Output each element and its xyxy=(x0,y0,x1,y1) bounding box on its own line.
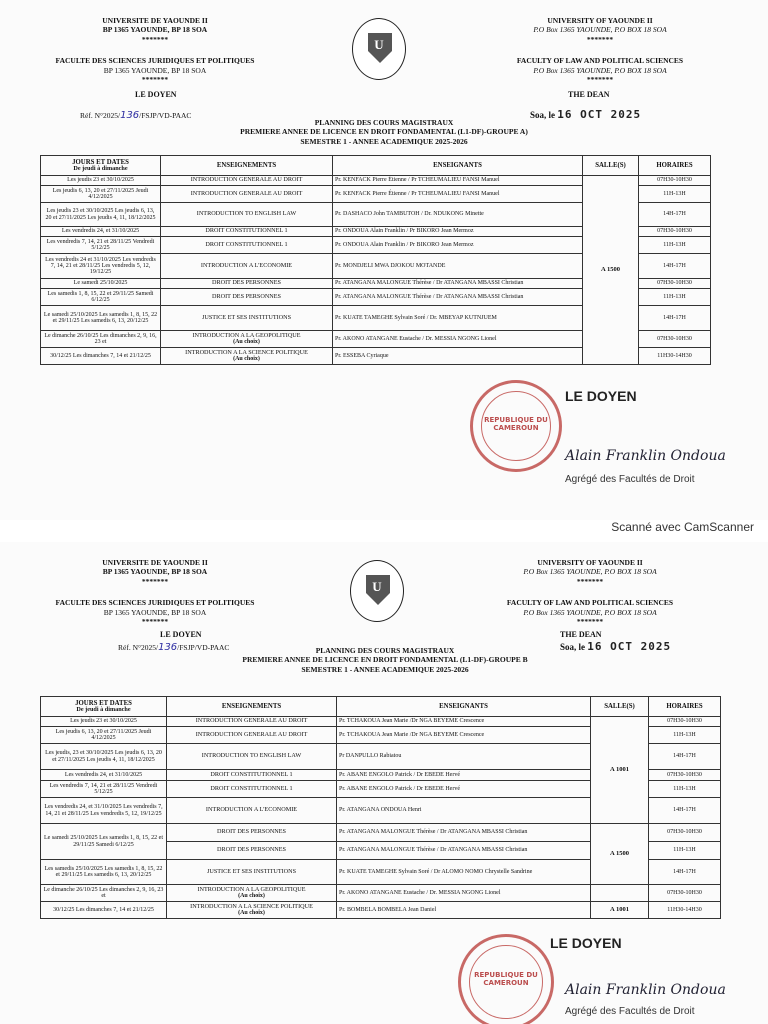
row-teacher: Pr. ESSEBA Cyriaque xyxy=(333,348,583,365)
signature-le-doyen: LE DOYEN xyxy=(565,388,637,404)
row-time: 11H-13H xyxy=(639,289,711,306)
schedule-page-group-b xyxy=(0,542,768,1024)
university-address: BP 1365 YAOUNDE, BP 18 SOA xyxy=(102,25,208,35)
row-teacher: Pr. KENFACK Pierre Étienne / Pr TCHEUMALIEU FANSI Manuel xyxy=(333,186,583,203)
row-date: Le samedi 25/10/2025 Les samedis 1, 8, 15, 22 et 29/11/25 Samedi 6/12/25 xyxy=(41,824,167,860)
official-seal-icon: REPUBLIQUE DU CAMEROUN xyxy=(470,380,562,472)
row-time: 07H30-10H30 xyxy=(649,885,721,902)
col-header-salles: SALLE(S) xyxy=(583,156,639,176)
table-header-row xyxy=(41,697,721,717)
title-line-1: PLANNING DES COURS MAGISTRAUX xyxy=(314,118,454,127)
row-date: Les jeudis 23 et 30/10/2025 xyxy=(41,176,161,186)
row-teacher: Pr. ATANGANA MALONGUE Thérèse / Dr ATANGANA MBASSI Christian xyxy=(337,824,591,842)
room-cell: A 1001 xyxy=(591,717,649,824)
row-teacher: Pr. AKONO ATANGANE Eustache / Dr. MESSIA NGONG Lionel xyxy=(337,885,591,902)
stars: ******* xyxy=(141,616,169,626)
row-date: Les vendredis 24, et 31/10/2025 Les vendredis 7, 14, 21 et 28/11/25 Les vendredis 5, 12, 19/12/25 xyxy=(41,798,167,824)
choice-note: (Au choix) xyxy=(238,893,265,900)
soa-label: Soa, le xyxy=(530,110,556,120)
the-dean-label: THE DEAN xyxy=(560,630,602,639)
date-stamp: 16 OCT 2025 xyxy=(587,640,672,653)
row-teacher: Pr. MONDJELI MWA DJOKOU MOTANDE xyxy=(333,254,583,279)
row-date: Les vendredis 7, 14, 21 et 28/11/25 Vendredi 5/12/25 xyxy=(41,237,161,254)
row-teacher: Pr. TCHAKOUA Jean Marie /Dr NGA BEYEME Crescence xyxy=(337,717,591,727)
stars: ******* xyxy=(576,576,604,586)
row-date: Les vendredis 24 et 31/10/2025 Les vendredis 7, 14, 21 et 28/11/25 Les vendredis 5, 12, 19/12/25 xyxy=(41,254,161,279)
row-teacher: Pr. TCHAKOUA Jean Marie /Dr NGA BEYEME Crescence xyxy=(337,727,591,744)
row-time: 11H30-14H30 xyxy=(649,902,721,919)
university-logo-icon: U xyxy=(350,560,404,622)
row-date: Les jeudis 23 et 30/10/2025 xyxy=(41,717,167,727)
row-date: Les jeudis 6, 13, 20 et 27/11/2025 Jeudi 4/12/2025 xyxy=(41,186,161,203)
faculty-name: FACULTE DES SCIENCES JURIDIQUES ET POLITIQUES xyxy=(55,56,255,66)
row-date: Les jeudis 6, 13, 20 et 27/11/2025 Jeudi 4/12/2025 xyxy=(41,727,167,744)
row-date: Les samedis 1, 8, 15, 22 et 29/11/25 Samedi 6/12/25 xyxy=(41,289,161,306)
stars: ******* xyxy=(141,576,169,586)
row-course: JUSTICE ET SES INSTITUTIONS xyxy=(161,306,333,331)
table-row xyxy=(41,824,721,842)
table-row xyxy=(41,902,721,919)
col-header-jours: JOURS ET DATES De jeudi à dimanche xyxy=(41,697,167,717)
ref-number: 136 xyxy=(158,642,178,653)
table-row xyxy=(41,885,721,902)
stars: ******* xyxy=(576,616,604,626)
row-teacher: Pr. ATANGANA MALONGUE Thérèse / Dr ATANGANA MBASSI Christian xyxy=(333,289,583,306)
ref-number: 136 xyxy=(120,110,140,121)
ref-suffix: /FSJP/VD-PAAC xyxy=(177,643,230,652)
agrege-title: Agrégé des Facultés de Droit xyxy=(565,1006,695,1017)
faculty-address-en: P.O Box 1365 YAOUNDE, P.O BOX 18 SOA xyxy=(533,65,667,75)
row-course: INTRODUCTION TO ENGLISH LAW xyxy=(161,203,333,227)
table-row xyxy=(41,717,721,727)
dean-signature: Alain Franklin Ondoua xyxy=(565,982,726,998)
col-header-horaires: HORAIRES xyxy=(649,697,721,717)
faculty-name-en: FACULTY OF LAW AND POLITICAL SCIENCES xyxy=(516,56,684,66)
university-address-en: P.O Box 1365 YAOUNDE, P.O BOX 18 SOA xyxy=(533,25,667,35)
the-dean-label: THE DEAN xyxy=(568,90,610,99)
col-header-jours-sub: De jeudi à dimanche xyxy=(73,164,128,172)
row-teacher: Pr DANPULLO Rabiatou xyxy=(337,744,591,770)
row-date: Le dimanche 26/10/25 Les dimanches 2, 9, 16, 23 et xyxy=(41,331,161,348)
title-line-2: PREMIERE ANNEE DE LICENCE EN DROIT FONDAMENTAL (L1-DF)-GROUPE B xyxy=(242,655,528,665)
schedule-table-b xyxy=(40,696,721,919)
soa-label: Soa, le xyxy=(560,642,586,652)
choice-note: (Au choix) xyxy=(233,339,260,346)
col-header-salles: SALLE(S) xyxy=(591,697,649,717)
le-doyen-label: LE DOYEN xyxy=(160,630,202,639)
row-time: 11H-13H xyxy=(649,842,721,860)
col-header-jours: JOURS ET DATES De jeudi à dimanche xyxy=(41,156,161,176)
row-time: 14H-17H xyxy=(649,798,721,824)
dean-signature: Alain Franklin Ondoua xyxy=(565,448,726,464)
col-header-enseignements: ENSEIGNEMENTS xyxy=(167,697,337,717)
row-teacher: Pr. KUATE TAMEGHE Sylvain Soré / Dr. MBEYAP KUTNJUEM xyxy=(333,306,583,331)
university-name: UNIVERSITE DE YAOUNDE II xyxy=(102,558,208,567)
row-course: INTRODUCTION A LA GEOPOLITIQUE (Au choix) xyxy=(167,885,337,902)
row-course: INTRODUCTION A L'ECONOMIE xyxy=(161,254,333,279)
faculty-name-en: FACULTY OF LAW AND POLITICAL SCIENCES xyxy=(506,598,674,608)
faculty-address-en: P.O Box 1365 YAOUNDE, P.O BOX 18 SOA xyxy=(523,607,657,617)
official-seal-icon: REPUBLIQUE DU CAMEROUN xyxy=(458,934,554,1024)
row-teacher: Pr. ABANE ENGOLO Patrick / Dr EBEDE Hervé xyxy=(337,770,591,781)
row-date: Le samedi 25/10/2025 Les samedis 1, 8, 15, 22 et 29/11/25 Les samedis 6, 13, 20/12/25 xyxy=(41,306,161,331)
row-course: INTRODUCTION TO ENGLISH LAW xyxy=(167,744,337,770)
row-teacher: Pr. KENFACK Pierre Étienne / Pr TCHEUMALIEU FANSI Manuel xyxy=(333,176,583,186)
reference-number xyxy=(80,110,191,121)
table-row xyxy=(41,176,711,186)
row-time: 11H30-14H30 xyxy=(639,348,711,365)
choice-note: (Au choix) xyxy=(238,910,265,917)
signature-le-doyen: LE DOYEN xyxy=(550,935,622,951)
left-header xyxy=(40,16,270,84)
row-teacher: Pr. KUATE TAMEGHE Sylvain Soré / Dr ALOMO NOMO Chrystelle Sandrine xyxy=(337,860,591,885)
faculty-address: BP 1365 YAOUNDE, BP 18 SOA xyxy=(103,607,207,617)
schedule-table-a xyxy=(40,155,711,365)
row-time: 14H-17H xyxy=(649,860,721,885)
choice-note: (Au choix) xyxy=(233,356,260,363)
row-time: 14H-17H xyxy=(639,203,711,227)
row-course: DROIT CONSTITUTIONNEL 1 xyxy=(167,770,337,781)
row-time: 11H-13H xyxy=(639,237,711,254)
title-line-1: PLANNING DES COURS MAGISTRAUX xyxy=(315,646,455,655)
row-time: 07H30-10H30 xyxy=(649,824,721,842)
row-time: 14H-17H xyxy=(639,254,711,279)
document-title xyxy=(200,646,570,674)
table-header-row xyxy=(41,156,711,176)
university-address-en: P.O Box 1365 YAOUNDE, P.O BOX 18 SOA xyxy=(523,567,657,577)
row-time: 14H-17H xyxy=(649,744,721,770)
row-time: 07H30-10H30 xyxy=(639,227,711,237)
row-time: 07H30-10H30 xyxy=(639,279,711,289)
stars: ******* xyxy=(586,74,614,84)
row-course: INTRODUCTION GENERALE AU DROIT xyxy=(161,186,333,203)
stars: ******* xyxy=(141,34,169,44)
row-time: 07H30-10H30 xyxy=(639,331,711,348)
ref-prefix: Réf. N°2025/ xyxy=(80,111,121,120)
col-header-horaires: HORAIRES xyxy=(639,156,711,176)
row-course: INTRODUCTION GENERALE AU DROIT xyxy=(167,717,337,727)
col-header-jours-sub: De jeudi à dimanche xyxy=(76,705,131,713)
row-teacher: Pr. AKONO ATANGANE Eustache / Dr. MESSIA NGONG Lionel xyxy=(333,331,583,348)
university-name-en: UNIVERSITY OF YAOUNDE II xyxy=(547,16,653,25)
title-line-2: PREMIERE ANNEE DE LICENCE EN DROIT FONDAMENTAL (L1-DF)-GROUPE A) xyxy=(240,127,528,137)
row-teacher: Pr. BOMBELA BOMBELA Jean Daniel xyxy=(337,902,591,919)
row-time: 07H30-10H30 xyxy=(649,717,721,727)
row-teacher: Pr. ONDOUA Alain Franklin / Pr BIKORO Jean Mermoz xyxy=(333,237,583,254)
row-time: 11H-13H xyxy=(649,727,721,744)
row-teacher: Pr. ABANE ENGOLO Patrick / Dr EBEDE Hervé xyxy=(337,781,591,798)
row-date: Le samedi 25/10/2025 xyxy=(41,279,161,289)
right-header xyxy=(460,558,720,626)
row-date: 30/12/25 Les dimanches 7, 14 et 21/12/25 xyxy=(41,902,167,919)
ref-prefix: Réf. N°2025/ xyxy=(118,643,159,652)
row-teacher: Pr. DASHACO John TAMBUTOH / Dr. NDUKONG Minette xyxy=(333,203,583,227)
row-time: 11H-13H xyxy=(639,186,711,203)
row-course: INTRODUCTION A LA SCIENCE POLITIQUE (Au choix) xyxy=(161,348,333,365)
row-date: 30/12/25 Les dimanches 7, 14 et 21/12/25 xyxy=(41,348,161,365)
row-date: Les jeudis, 23 et 30/10/2025 Les jeudis 6, 13, 20 et 27/11/2025 Les jeudis 4, 11, 18/12/2025 xyxy=(41,744,167,770)
left-header xyxy=(40,558,270,626)
university-logo-icon: U xyxy=(352,18,406,80)
row-date: Les vendredis 24, et 31/10/2025 xyxy=(41,227,161,237)
university-name: UNIVERSITE DE YAOUNDE II xyxy=(102,16,208,25)
row-date: Les vendredis 24, et 31/10/2025 xyxy=(41,770,167,781)
row-course: DROIT DES PERSONNES xyxy=(161,279,333,289)
row-teacher: Pr. ATANGANA MALONGUE Thérèse / Dr ATANGANA MBASSI Christian xyxy=(333,279,583,289)
agrege-title: Agrégé des Facultés de Droit xyxy=(565,474,695,485)
row-course: DROIT DES PERSONNES xyxy=(167,842,337,860)
le-doyen-label: LE DOYEN xyxy=(135,90,177,99)
row-course: INTRODUCTION A LA SCIENCE POLITIQUE (Au choix) xyxy=(167,902,337,919)
stars: ******* xyxy=(141,74,169,84)
col-header-enseignements: ENSEIGNEMENTS xyxy=(161,156,333,176)
row-course: INTRODUCTION GENERALE AU DROIT xyxy=(161,176,333,186)
col-header-enseignants: ENSEIGNANTS xyxy=(333,156,583,176)
row-course: DROIT DES PERSONNES xyxy=(161,289,333,306)
row-course: INTRODUCTION A L'ECONOMIE xyxy=(167,798,337,824)
room-cell: A 1001 xyxy=(591,902,649,919)
row-course: INTRODUCTION A LA GEOPOLITIQUE (Au choix) xyxy=(161,331,333,348)
row-course: DROIT CONSTITUTIONNEL 1 xyxy=(161,227,333,237)
scanner-watermark: Scanné avec CamScanner xyxy=(611,520,754,534)
title-line-3: SEMESTRE 1 - ANNEE ACADEMIQUE 2025-2026 xyxy=(300,136,468,146)
ref-suffix: /FSJP/VD-PAAC xyxy=(139,111,192,120)
stars: ******* xyxy=(586,34,614,44)
date-stamp: 16 OCT 2025 xyxy=(557,108,642,121)
row-course: INTRODUCTION GENERALE AU DROIT xyxy=(167,727,337,744)
soa-date xyxy=(560,640,671,653)
row-teacher: Pr. ATANGANA ONDOUA Henri xyxy=(337,798,591,824)
row-course: DROIT DES PERSONNES xyxy=(167,824,337,842)
row-course: DROIT CONSTITUTIONNEL 1 xyxy=(167,781,337,798)
room-cell: A 1500 xyxy=(583,176,639,365)
row-course: JUSTICE ET SES INSTITUTIONS xyxy=(167,860,337,885)
row-course: DROIT CONSTITUTIONNEL 1 xyxy=(161,237,333,254)
document-title xyxy=(180,118,588,146)
university-address: BP 1365 YAOUNDE, BP 18 SOA xyxy=(102,567,208,577)
row-date: Les jeudis 23 et 30/10/2025 Les jeudis 6, 13, 20 et 27/11/2025 Les jeudis 4, 11, 18/12/2025 xyxy=(41,203,161,227)
row-date: Le dimanche 26/10/25 Les dimanches 2, 9, 16, 23 et xyxy=(41,885,167,902)
university-name-en: UNIVERSITY OF YAOUNDE II xyxy=(537,558,643,567)
row-date: Les vendredis 7, 14, 21 et 28/11/25 Vendredi 5/12/25 xyxy=(41,781,167,798)
col-header-enseignants: ENSEIGNANTS xyxy=(337,697,591,717)
row-teacher: Pr. ATANGANA MALONGUE Thérèse / Dr ATANGANA MBASSI Christian xyxy=(337,842,591,860)
right-header xyxy=(470,16,730,84)
row-time: 14H-17H xyxy=(639,306,711,331)
row-teacher: Pr. ONDOUA Alain Franklin / Pr BIKORO Jean Mermoz xyxy=(333,227,583,237)
row-time: 11H-13H xyxy=(649,781,721,798)
faculty-address: BP 1365 YAOUNDE, BP 18 SOA xyxy=(103,65,207,75)
title-line-3: SEMESTRE 1 - ANNEE ACADEMIQUE 2025-2026 xyxy=(301,664,469,674)
row-date: Les samedis 25/10/2025 Les samedis 1, 8, 15, 22 et 29/11/25 Les samedis 6, 13, 20/12/25 xyxy=(41,860,167,885)
row-time: 07H30-10H30 xyxy=(649,770,721,781)
room-cell: A 1500 xyxy=(591,824,649,885)
row-time: 07H30-10H30 xyxy=(639,176,711,186)
faculty-name: FACULTE DES SCIENCES JURIDIQUES ET POLITIQUES xyxy=(55,598,255,608)
